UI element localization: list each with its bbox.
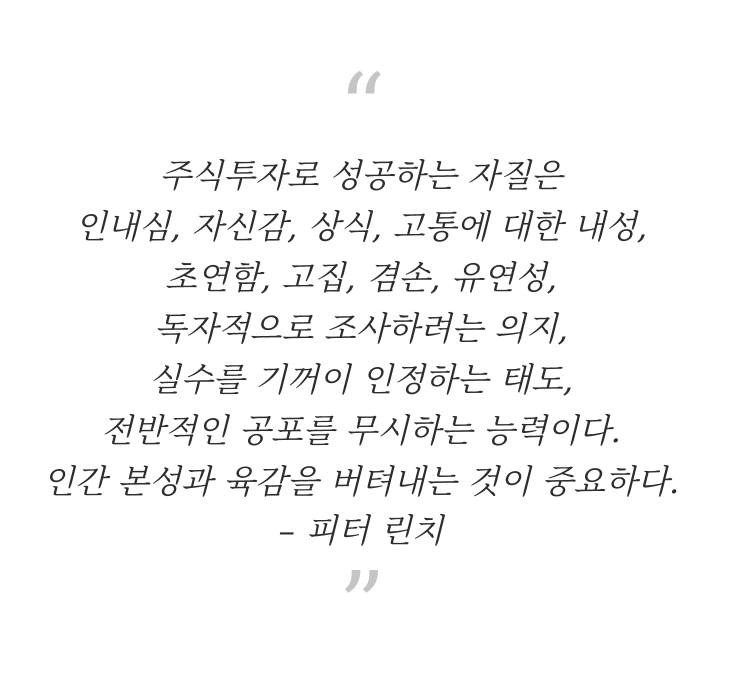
quote-line: 전반적인 공포를 무시하는 능력이다. <box>100 411 622 450</box>
quote-line: 독자적으로 조사하려는 의지, <box>153 309 568 348</box>
quote-attribution: – 피터 린치 <box>278 511 444 550</box>
quote-line: 인간 본성과 육감을 버텨내는 것이 중요하다. <box>42 462 680 501</box>
quote-body <box>0 150 722 554</box>
quote-line: 초연함, 고집, 겸손, 유연성, <box>164 258 558 297</box>
quote-line: 인내심, 자신감, 상식, 고통에 대한 내성, <box>74 207 648 246</box>
quote-line: 주식투자로 성공하는 자질은 <box>159 156 563 195</box>
close-quote-mark-icon: ” <box>338 552 384 659</box>
quote-line: 실수를 기꺼이 인정하는 태도, <box>148 360 574 399</box>
open-quote-mark-icon: “ <box>338 54 384 161</box>
